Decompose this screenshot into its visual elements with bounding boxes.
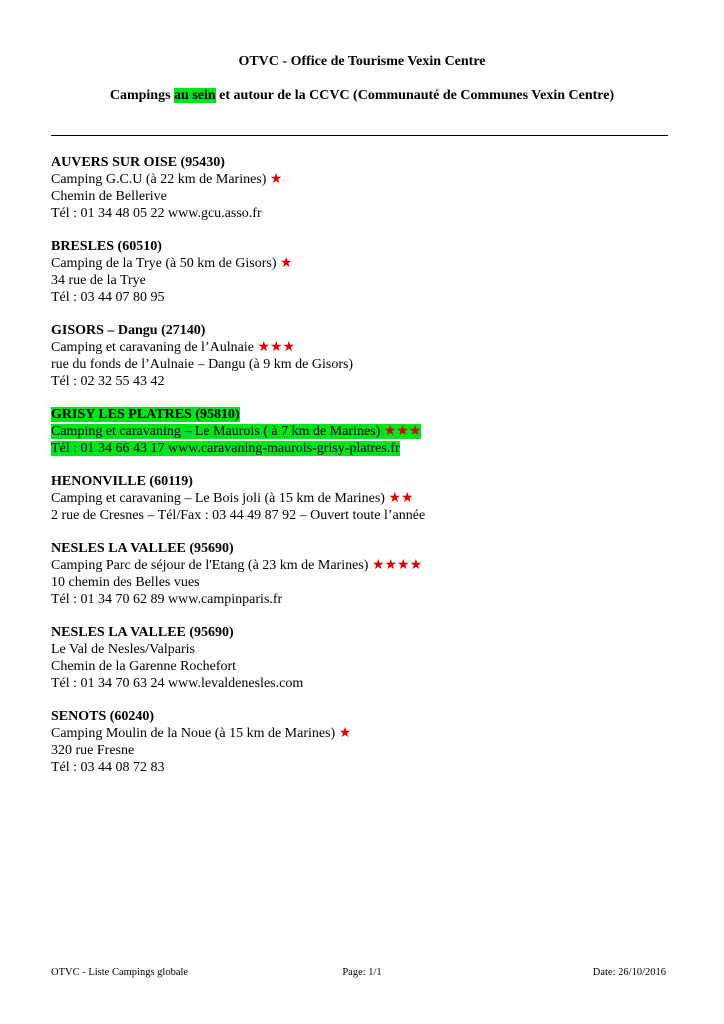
- document-title: OTVC - Office de Tourisme Vexin Centre: [238, 54, 486, 69]
- entry-contact: [51, 440, 671, 457]
- entry-name: [51, 171, 671, 188]
- entry-address: rue du fonds de l’Aulnaie – Dangu (à 9 km de Gisors): [51, 357, 354, 372]
- camping-entry-henonville: [51, 473, 671, 524]
- entry-heading: [51, 406, 671, 423]
- entry-heading: HENONVILLE (60119): [51, 474, 193, 489]
- entry-contact: Tél : 03 44 07 80 95: [51, 290, 165, 305]
- star-rating-icon: ★: [338, 726, 352, 741]
- subtitle-end: et autour de la CCVC (Communauté de Communes Vexin Centre): [215, 88, 615, 103]
- entry-contact: Tél : 03 44 08 72 83: [51, 760, 165, 775]
- entry-address: 10 chemin des Belles vues: [51, 575, 200, 590]
- entry-name-text: Camping G.C.U (à 22 km de Marines): [51, 172, 270, 187]
- entry-name: [51, 725, 671, 742]
- subtitle-highlight: au sein: [174, 88, 216, 103]
- entry-name: [51, 423, 671, 440]
- entry-name: [51, 490, 671, 507]
- campings-list: [51, 154, 671, 792]
- camping-entry-bresles: [51, 238, 671, 306]
- entry-contact: Tél : 01 34 70 63 24 www.levaldenesles.com: [51, 676, 304, 691]
- entry-name-text: Camping et caravaning de l’Aulnaie: [51, 340, 258, 355]
- camping-entry-nesles-etang: [51, 540, 671, 608]
- entry-heading: AUVERS SUR OISE (95430): [51, 155, 225, 170]
- entry-contact: Tél : 01 34 48 05 22 www.gcu.asso.fr: [51, 206, 262, 221]
- entry-name: Le Val de Nesles/Valparis: [51, 642, 195, 657]
- entry-heading-text: GRISY LES PLATRES (95810): [51, 407, 240, 422]
- entry-name: [51, 339, 671, 356]
- footer-date: Date: 26/10/2016: [592, 967, 666, 978]
- footer-document-name: OTVC - Liste Campings globale: [51, 967, 189, 978]
- entry-name: [51, 255, 671, 272]
- entry-name-text: Camping et caravaning – Le Bois joli (à 15 km de Marines): [51, 491, 389, 506]
- entry-address: 320 rue Fresne: [51, 743, 135, 758]
- entry-address: Chemin de Bellerive: [51, 189, 167, 204]
- entry-name-text: Camping de la Trye (à 50 km de Gisors): [51, 256, 281, 271]
- entry-name-text: Camping Moulin de la Noue (à 15 km de Marines): [51, 726, 339, 741]
- entry-name: [51, 557, 671, 574]
- entry-name-text: Camping et caravaning – Le Maurois ( à 7 km de Marines): [51, 424, 384, 439]
- star-rating-icon: ★: [269, 172, 283, 187]
- star-rating-icon: ★: [280, 256, 293, 271]
- subtitle-start: Campings: [109, 88, 175, 103]
- entry-heading: GISORS – Dangu (27140): [51, 323, 206, 338]
- star-rating-icon: ★★: [388, 491, 414, 506]
- camping-entry-gisors: [51, 322, 671, 390]
- star-rating-icon: ★★★★: [371, 558, 423, 573]
- star-rating-icon: ★★★: [383, 424, 422, 439]
- entry-address: 34 rue de la Trye: [51, 273, 146, 288]
- entry-address: 2 rue de Cresnes – Tél/Fax : 03 44 49 87 92 – Ouvert toute l’année: [51, 508, 426, 523]
- camping-entry-grisy: [51, 406, 671, 457]
- horizontal-divider: [51, 135, 668, 136]
- star-rating-icon: ★★★: [257, 340, 296, 355]
- camping-entry-nesles-valparis: [51, 624, 671, 692]
- entry-contact-text: Tél : 01 34 66 43 17 www.caravaning-maurois-grisy-platres.fr: [51, 441, 400, 456]
- entry-heading: NESLES LA VALLEE (95690): [51, 541, 234, 556]
- entry-heading: SENOTS (60240): [51, 709, 155, 724]
- entry-heading: NESLES LA VALLEE (95690): [51, 625, 234, 640]
- entry-heading: BRESLES (60510): [51, 239, 162, 254]
- camping-entry-senots: [51, 708, 671, 776]
- entry-contact: Tél : 02 32 55 43 42: [51, 374, 165, 389]
- footer-page-number: Page: 1/1: [342, 967, 382, 978]
- entry-contact: Tél : 01 34 70 62 89 www.campinparis.fr: [51, 592, 283, 607]
- document-subtitle: [0, 87, 724, 104]
- camping-entry-auvers: [51, 154, 671, 222]
- entry-name-text: Camping Parc de séjour de l'Etang (à 23 km de Marines): [51, 558, 372, 573]
- entry-address: Chemin de la Garenne Rochefort: [51, 659, 237, 674]
